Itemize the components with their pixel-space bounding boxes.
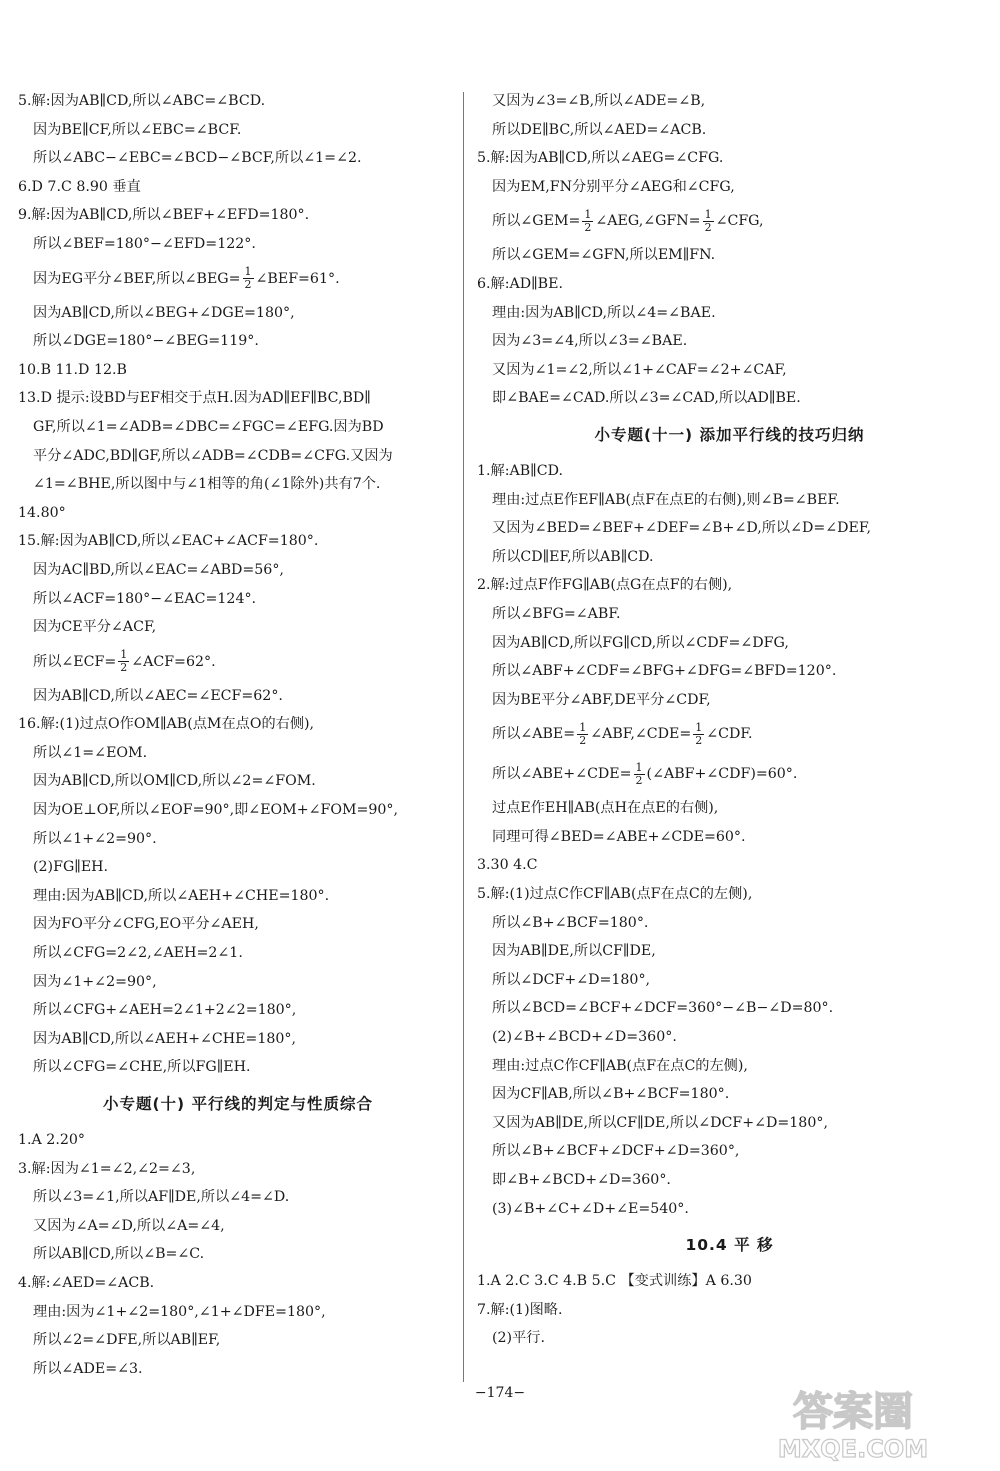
svg-text:MXQE.COM: MXQE.COM — [777, 1435, 929, 1463]
text-line: 16.解:(1)过点O作OM∥AB(点M在点O的右侧), — [18, 716, 315, 733]
text-line: 所以∠ACF=180°−∠EAC=124°. — [33, 590, 257, 607]
text-line: 5.解:(1)过点C作CF∥AB(点F在点C的左侧), — [477, 886, 753, 903]
text-line: 所以∠ABF+∠CDF=∠BFG+∠DFG=∠BFD=120°. — [492, 663, 837, 680]
fraction: $\frac{1}{2}$ — [695, 720, 703, 747]
text-line: 所以∠3=∠1,所以AF∥DE,所以∠4=∠D. — [33, 1189, 290, 1206]
text-line: 6.D 7.C 8.90 垂直 — [18, 178, 141, 195]
text-line: 所以∠CFG+∠AEH=2∠1+2∠2=180°, — [33, 1002, 297, 1019]
text-line: 所以∠CFG=∠CHE,所以FG∥EH. — [33, 1059, 251, 1076]
text-line: 因为AB∥CD,所以∠AEH+∠CHE=180°, — [33, 1030, 297, 1047]
text-line: 13.D 提示:设BD与EF相交于点H.因为AD∥EF∥BC,BD∥ — [18, 390, 371, 407]
text-line: 所以∠DCF+∠D=180°, — [492, 971, 651, 988]
text-line: 因为AC∥BD,所以∠EAC=∠ABD=56°, — [33, 561, 284, 578]
text-line: 即∠B+∠BCD+∠D=360°. — [492, 1172, 671, 1188]
text-line: 9.解:因为AB∥CD,所以∠BEF+∠EFD=180°. — [18, 207, 310, 224]
text-line: 因为∠1+∠2=90°, — [33, 973, 157, 990]
text-line: 所以∠ABC−∠EBC=∠BCD−∠BCF,所以∠1=∠2. — [33, 150, 362, 167]
page-number: −174− — [474, 1385, 526, 1401]
fraction: $\frac{1}{2}$ — [584, 207, 592, 234]
text-line: 所以DE∥BC,所以∠AED=∠ACB. — [492, 121, 707, 138]
right-column — [477, 87, 982, 1353]
text-line: 理由:因为AB∥CD,所以∠AEH+∠CHE=180°. — [33, 887, 330, 904]
text-line: 又因为∠3=∠B,所以∠ADE=∠B, — [492, 93, 706, 109]
fraction: $\frac{1}{2}$ — [120, 648, 128, 675]
text-line: 5.解:因为AB∥CD,所以∠ABC=∠BCD. — [18, 93, 266, 109]
fraction: $\frac{1}{2}$ — [704, 207, 712, 234]
text-line: 所以∠B+∠BCF=180°. — [492, 914, 649, 931]
section-heading: 小专题(十) 平行线的判定与性质综合 — [102, 1095, 374, 1113]
svg-text:答案圈: 答案圈 — [793, 1389, 913, 1435]
text-line: 因为∠3=∠4,所以∠3=∠BAE. — [492, 333, 688, 350]
text-line: 因为OE⊥OF,所以∠EOF=90°,即∠EOM+∠FOM=90°, — [33, 802, 399, 819]
text-line: 理由:因为∠1+∠2=180°,∠1+∠DFE=180°, — [33, 1303, 326, 1320]
text-line: 所以∠ABE+∠CDE= $\frac{1}{2}$ (∠ABF+∠CDF)=60°. — [492, 760, 798, 787]
fraction: $\frac{1}{2}$ — [244, 265, 252, 292]
text-line: 所以∠BFG=∠ABF. — [492, 605, 621, 622]
text-line: (2)∠B+∠BCD+∠D=360°. — [492, 1029, 677, 1046]
text-line: 因为CF∥AB,所以∠B+∠BCF=180°. — [492, 1086, 730, 1103]
text-line: 1.A 2.C 3.C 4.B 5.C 【变式训练】A 6.30 — [477, 1273, 752, 1290]
text-line: 所以∠1=∠EOM. — [33, 744, 148, 761]
fraction: $\frac{1}{2}$ — [579, 720, 587, 747]
text-line: 所以∠BEF=180°−∠EFD=122°. — [33, 235, 256, 252]
section-heading: 10.4 平 移 — [685, 1236, 774, 1255]
text-line: 因为CE平分∠ACF, — [33, 619, 157, 636]
text-line: 又因为∠A=∠D,所以∠A=∠4, — [33, 1217, 225, 1234]
text-line: 所以∠GEM= $\frac{1}{2}$ ∠AEG,∠GFN= $\frac{1}{2}$ ∠CFG, — [492, 207, 764, 234]
text-line: 理由:过点C作CF∥AB(点F在点C的左侧), — [492, 1057, 748, 1074]
text-line: 因为EG平分∠BEF,所以∠BEG= $\frac{1}{2}$ ∠BEF=61°. — [33, 265, 340, 292]
text-line: 2.解:过点F作FG∥AB(点G在点F的右侧), — [477, 577, 733, 594]
text-line: 15.解:因为AB∥CD,所以∠EAC+∠ACF=180°. — [18, 533, 319, 550]
text-line: 所以CD∥EF,所以AB∥CD. — [492, 548, 654, 565]
text-line: 理由:因为AB∥CD,所以∠4=∠BAE. — [492, 304, 716, 321]
text-line: 因为BE∥CF,所以∠EBC=∠BCF. — [33, 121, 242, 138]
section-heading: 小专题(十一) 添加平行线的技巧归纳 — [594, 425, 865, 444]
text-line: 所以∠B+∠BCF+∠DCF+∠D=360°, — [492, 1143, 740, 1160]
text-line: 因为BE平分∠ABF,DE平分∠CDF, — [492, 691, 711, 708]
text-line: 过点E作EH∥AB(点H在点E的右侧), — [492, 800, 719, 817]
text-line: 所以∠GEM=∠GFN,所以EM∥FN. — [492, 247, 716, 264]
watermark-logo — [728, 1383, 978, 1463]
text-line: 理由:过点E作EF∥AB(点F在点E的右侧),则∠B=∠BEF. — [492, 491, 840, 508]
text-line: (3)∠B+∠C+∠D+∠E=540°. — [492, 1200, 689, 1217]
text-line: 10.B 11.D 12.B — [18, 361, 127, 378]
text-line: 因为AB∥CD,所以∠BEG+∠DGE=180°, — [33, 304, 295, 321]
text-line: 因为AB∥CD,所以FG∥CD,所以∠CDF=∠DFG, — [492, 634, 789, 651]
text-line: 所以∠DGE=180°−∠BEG=119°. — [33, 333, 259, 350]
text-line: 因为EM,FN分别平分∠AEG和∠CFG, — [492, 178, 735, 195]
text-line: 所以AB∥CD,所以∠B=∠C. — [33, 1246, 205, 1263]
text-line: 所以∠BCD=∠BCF+∠DCF=360°−∠B−∠D=80°. — [492, 1000, 834, 1017]
text-line: 同理可得∠BED=∠ABE+∠CDE=60°. — [492, 828, 746, 845]
text-line: 所以∠ADE=∠3. — [33, 1360, 143, 1377]
text-line: 又因为AB∥DE,所以CF∥DE,所以∠DCF+∠D=180°, — [492, 1114, 828, 1131]
text-line: 所以∠CFG=2∠2,∠AEH=2∠1. — [33, 945, 243, 962]
text-line: 因为FO平分∠CFG,EO平分∠AEH, — [33, 916, 259, 933]
text-line: 又因为∠BED=∠BEF+∠DEF=∠B+∠D,所以∠D=∠DEF, — [492, 520, 872, 537]
fraction: $\frac{1}{2}$ — [635, 760, 643, 787]
text-line: 平分∠ADC,BD∥GF,所以∠ADB=∠CDB=∠CFG.又因为 — [33, 447, 393, 464]
text-line: 6.解:AD∥BE. — [477, 275, 563, 292]
text-line: 3.解:因为∠1=∠2,∠2=∠3, — [18, 1160, 196, 1177]
text-line: GF,所以∠1=∠ADB=∠DBC=∠FGC=∠EFG.因为BD — [33, 418, 384, 435]
text-line: 14.80° — [18, 504, 66, 521]
column-divider — [463, 92, 464, 1382]
text-line: 所以∠1+∠2=90°. — [33, 830, 157, 847]
text-line: 1.A 2.20° — [18, 1132, 85, 1148]
text-line: 即∠BAE=∠CAD.所以∠3=∠CAD,所以AD∥BE. — [492, 390, 801, 407]
text-line: 7.解:(1)图略. — [477, 1301, 563, 1318]
text-line: (2)平行. — [492, 1330, 545, 1347]
text-line: 所以∠ABE= $\frac{1}{2}$ ∠ABF,∠CDE= $\frac{1}{2}$ ∠CDF. — [492, 720, 753, 747]
text-line: 3.30 4.C — [477, 857, 538, 874]
left-column — [18, 87, 458, 1383]
text-line: (2)FG∥EH. — [33, 859, 109, 876]
text-line: 因为AB∥CD,所以OM∥CD,所以∠2=∠FOM. — [33, 773, 316, 790]
text-line: 所以∠2=∠DFE,所以AB∥EF, — [33, 1332, 221, 1349]
text-line: ∠1=∠BHE,所以图中与∠1相等的角(∠1除外)共有7个. — [33, 476, 381, 493]
text-line: 所以∠ECF= $\frac{1}{2}$ ∠ACF=62°. — [33, 648, 216, 675]
text-line: 因为AB∥CD,所以∠AEC=∠ECF=62°. — [33, 687, 283, 704]
text-line: 5.解:因为AB∥CD,所以∠AEG=∠CFG. — [477, 150, 724, 167]
text-line: 1.解:AB∥CD. — [477, 462, 563, 479]
text-line: 因为AB∥DE,所以CF∥DE, — [492, 943, 656, 960]
text-line: 又因为∠1=∠2,所以∠1+∠CAF=∠2+∠CAF, — [492, 361, 787, 378]
text-line: 4.解:∠AED=∠ACB. — [18, 1274, 155, 1291]
